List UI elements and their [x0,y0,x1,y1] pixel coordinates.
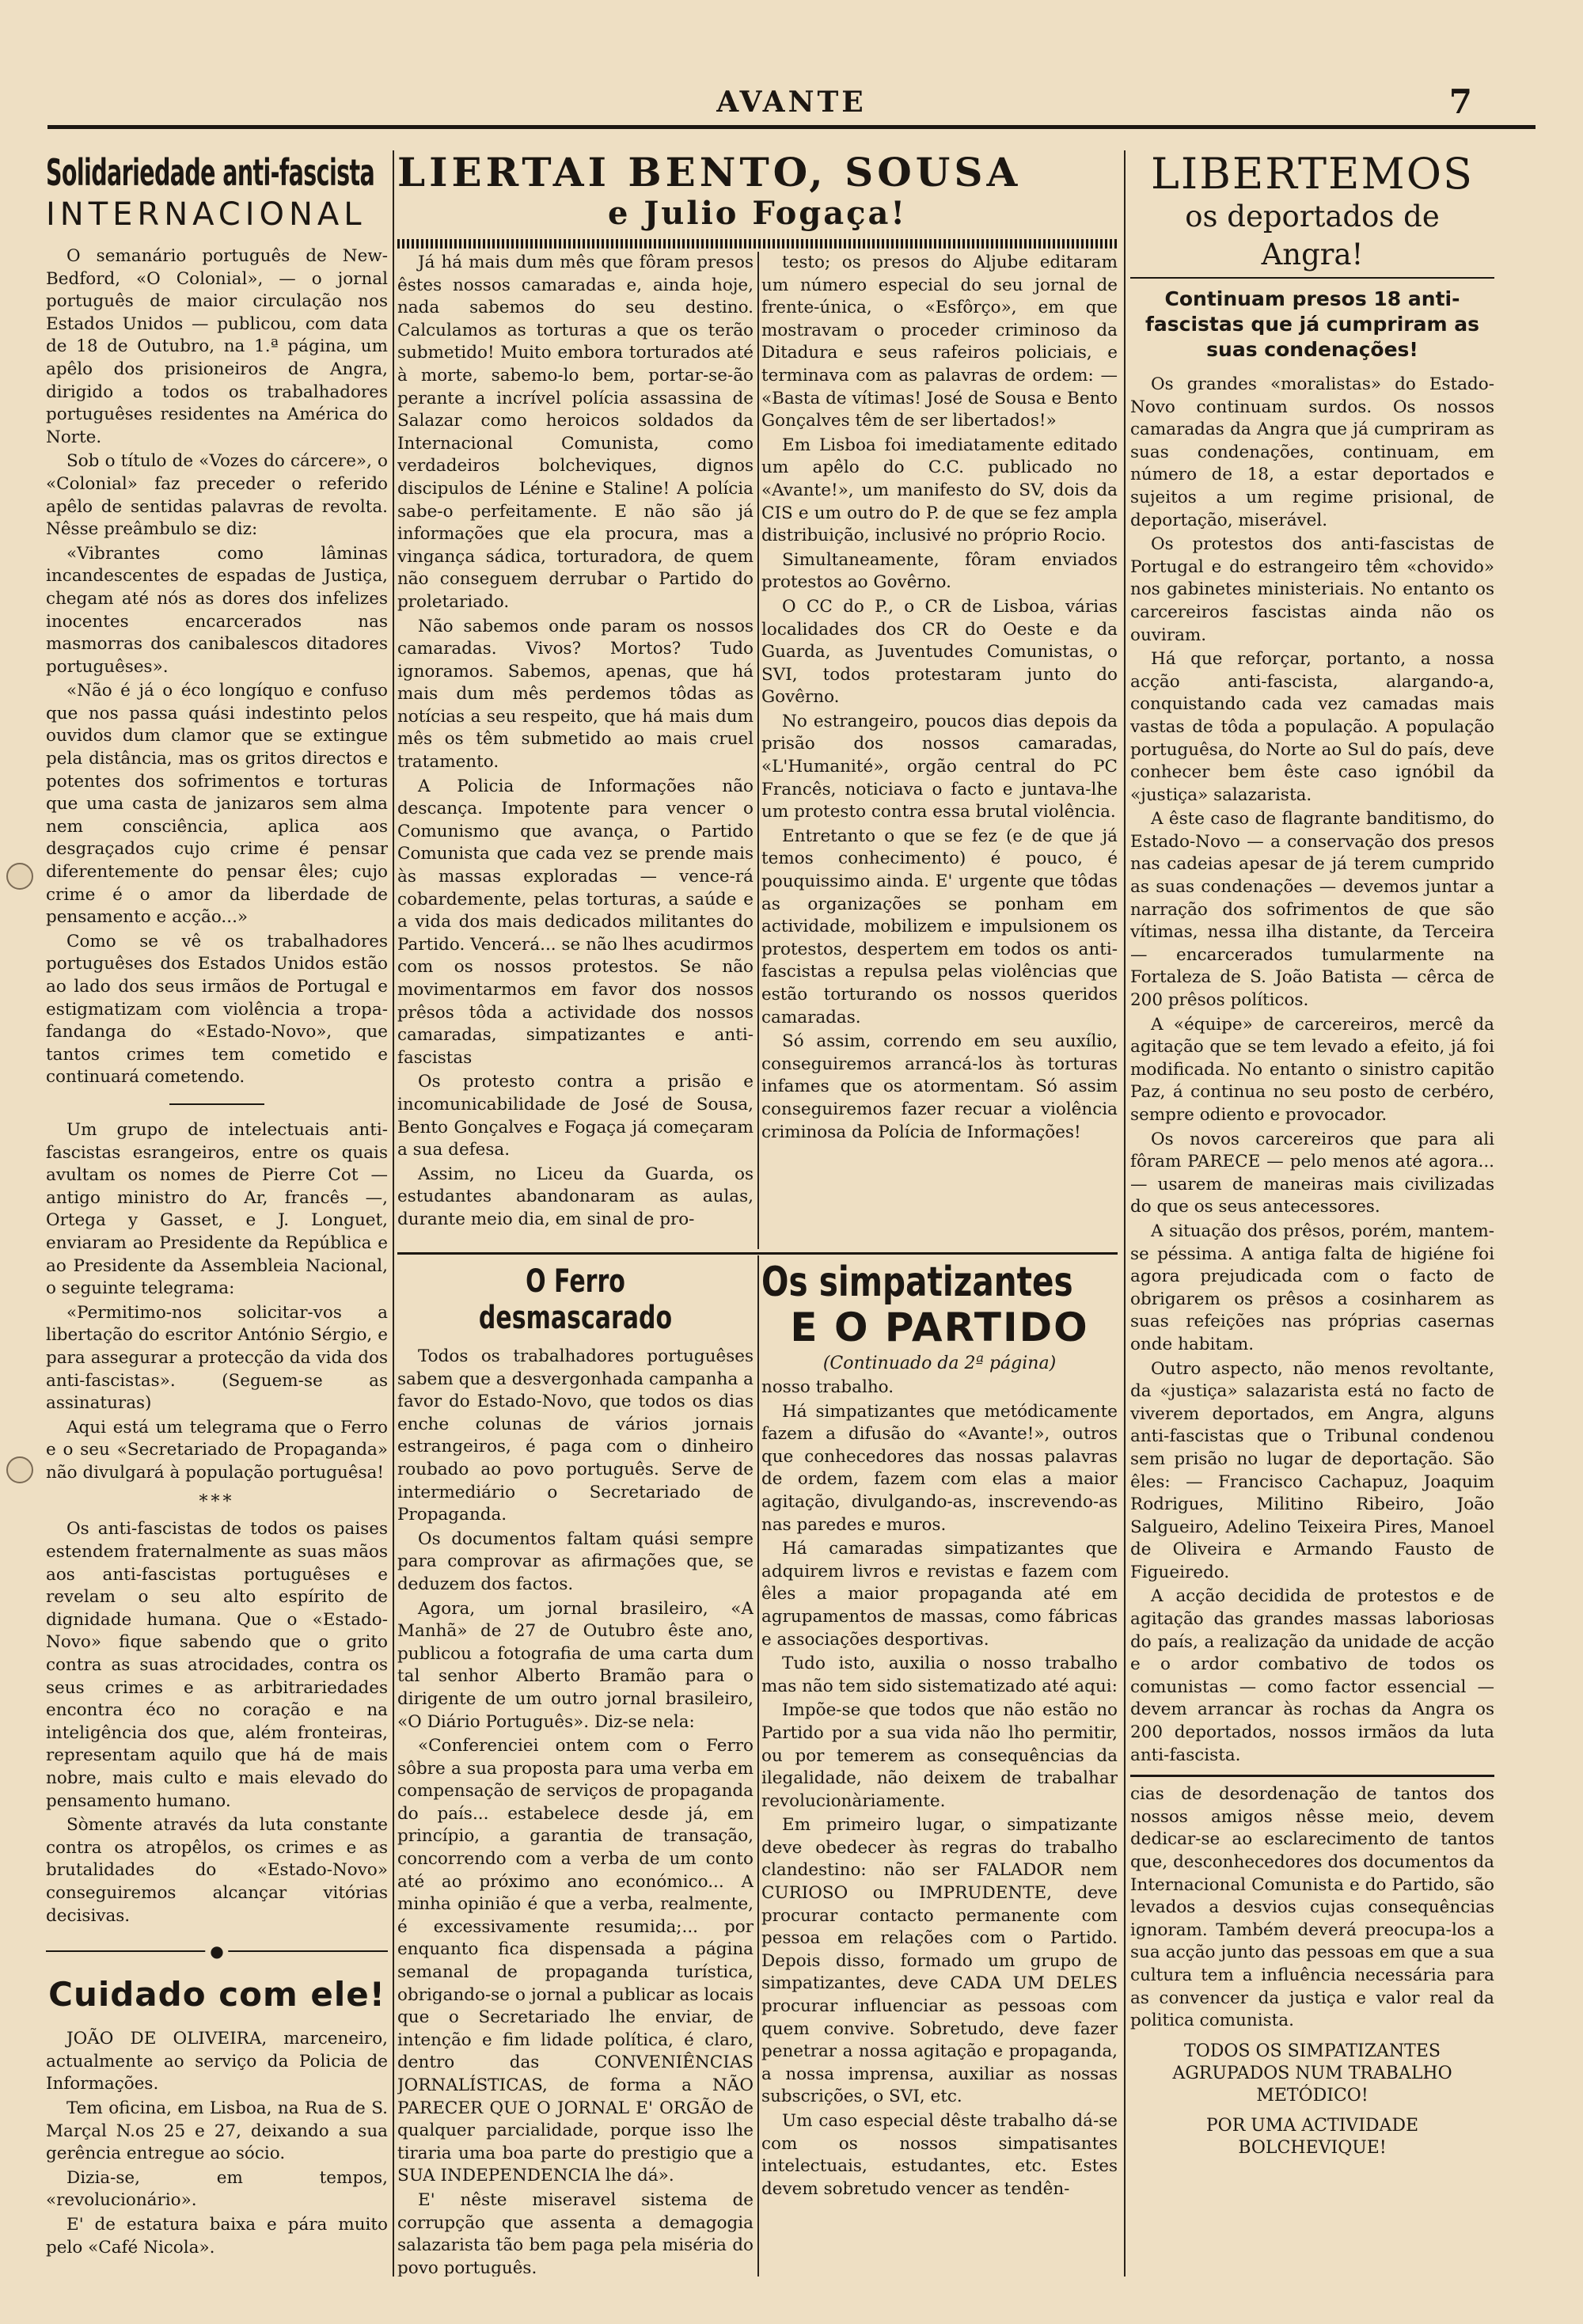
masthead [47,79,1536,135]
paragraph: Não sabemos onde param os nossos camaradas. Vivos? Mortos? Tudo ignoramos. Sabemos, apenas, que há mais dum mês perdemos tôdas as notícias a seu respeito, que há mais dum mês os têm submetido ao mais cruel tratamento. [397,616,754,773]
paragraph: Tem oficina, em Lisboa, na Rua de S. Marçal N.os 25 e 27, deixando a sua gerência entregue ao sócio. [46,2098,388,2164]
paragraph: Os grandes «moralistas» do Estado-Novo continuam surdos. Os nossos camaradas da Angra que já cumpriram as suas condenações, continuam, em número de 18, a estar deportados e sujeitos a um regime prisional, de deportação, miserável. [1130,374,1494,530]
masthead-rule [47,125,1536,129]
headline-cuidado: Cuidado com ele! [48,1975,385,2015]
column-rule [1124,150,1126,2277]
column-rule [393,150,394,2277]
paragraph: Um grupo de intelectuais anti-fascistas esrangeiros, entre os quais avultam os nomes de Pierre Cot — antigo ministro do Ar, francês —, Ortega y Gasset, e J. Longuet, enviaram ao Presidente da República e ao Presidente da Assembleia Nacional, o seguinte telegrama: [46,1119,388,1299]
paragraph: E' nêste miseravel sistema de corrupção que assenta a demagogia salazarista tão bem paga pela miséria do povo português. [397,2189,754,2277]
paragraph: Agora, um jornal brasileiro, «A Manhã» de 27 de Outubro êste ano, publicou a fotografia de uma carta dum tal senhor Alberto Bramão para o dirigente de um outro jornal brasileiro, «O Diário Português». Diz-se nela: [397,1598,754,1732]
headline-libertai: LIERTAI BENTO, SOUSA [397,149,1022,196]
column-4 [1130,150,1494,2277]
paragraph: Tudo isto, auxilia o nosso trabalho mas não tem sido sistematizado até aqui: [761,1654,1118,1696]
paragraph: Impõe-se que todos que não estão no Partido por a sua vida não lho permitir, ou por temerem as consequências da ilegalidade, não deixem de trabalhar revolucionàriamente. [761,1700,1118,1811]
paragraph: E' de estatura baixa e pára muito pelo «Café Nicola». [46,2214,388,2258]
paragraph: O CC do P., o CR de Lisboa, várias localidades dos CR do Oeste e da Guarda, as Juventudes Comunistas, o SVI, todos protestaram junto do Govêrno. [761,596,1118,708]
binding-hole-icon [6,1456,33,1483]
paragraph: A acção decidida de protestos e de agitação das grandes massas laboriosas do país, a realização da unidade de acção e o ardor combativo de todos os comunistas — como factor essencial — devem arrancar às rochas da Angra os 200 deportados, nossos irmãos da luta anti-fascista. [1130,1586,1494,1765]
ornamental-rule [46,1942,388,1961]
paragraph: Dizia-se, em tempos, «revolucionário». [46,2167,388,2211]
section-rule [1130,1775,1494,1777]
paragraph: nosso trabalho. [761,1377,894,1397]
paragraph: «Vibrantes como lâminas incandescentes de espadas de Justiça, chegam até nós as dores dos infelizes inocentes encarcerados nas masmorras dos canibalescos ditadores portuguêses». [46,543,388,677]
headline-julio-fogaca: e Julio Fogaça! [608,195,907,232]
headline-ferro: O Ferro desmascarado [478,1263,673,1336]
paragraph: Outro aspecto, não menos revoltante, da «justiça» salazarista está no facto de viverem deportados, em Angra, alguns anti-fascistas que o Tribunal condenou sem prisão no lugar de deportação. São êles: — Francisco Cachapuz, Joaquim Rodrigues, Militino Ribeiro, João Salgueiro, Adelino Teixeira Pires, Manoel de Oliveira e Armando Fausto de Figueiredo. [1130,1358,1494,1582]
column-rule [757,1255,759,2277]
headline-libertemos: LIBERTEMOS [1151,150,1474,199]
continuation-note: (Continuado da 2ª página) [822,1354,1057,1373]
libertai-column-a [397,252,754,1244]
paragraph: JOÃO DE OLIVEIRA, marceneiro, actualmente ao serviço da Policia de Informações. [46,2029,388,2094]
dot-icon: ● [205,1942,228,1961]
headline-deportados: os deportados de Angra! [1130,198,1494,279]
paragraph: cias de desordenação de tantos dos nossos amigos nêsse meio, devem dedicar-se ao esclarecimento de tantos que, desconhecedores dos documentos da Internacional Comunista e do Partido, são levados a desvios cujas consequências ignoram. Também deverá preocupa-los a sua acção junto das pessoas em que a sua cultura tem a influência necessária para as convencer da justiça e valor real da politica comunista. [1130,1784,1494,2031]
paragraph: Sòmente através da luta constante contra os atropêlos, os crimes e as brutalidades do «Estado-Novo» conseguiremos alcançar vitórias decisivas. [46,1815,388,1926]
paragraph: Os novos carcereiros que para ali fôram PARECE — pelo menos até agora... — usarem de maneiras mais civilizadas do que os seus antecessores. [1130,1129,1494,1217]
paragraph: A situação dos prêsos, porém, mantem-se péssima. A antiga falta de higiéne foi agora prejudicada com o facto de obrigarem os prêsos a cosinharem as suas refeições nas próprias casernas onde habitam. [1130,1221,1494,1354]
article-cuidado [46,2028,388,2259]
ferro-article [397,1260,754,2277]
libertai-column-b [761,252,1118,1244]
libertai-header [397,150,1118,263]
simpatizantes-article [761,1260,1118,2277]
paragraph: Os protestos dos anti-fascistas de Portugal e do estrangeiro têm «chovido» nos gabinetes ministeriais. No entanto os carcereiros fascistas ainda não os ouviram. [1130,534,1494,645]
headline-partido: E O PARTIDO [790,1304,1089,1350]
paragraph: Os protesto contra a prisão e incomunicabilidade de José de Sousa, Bento Gonçalves e Fogaça já começaram a sua defesa. [397,1072,754,1160]
paragraph: A Policia de Informações não descança. Impotente para vencer o Comunismo que avança, o Partido Comunista que cada vez se prende mais às massas exploradas — vence-rá cobardemente, pelas torturas, a saúde e a vida dos mais dedicados militantes do Partido. Vencerá... se não lhes acudirmos com os nossos protestos. Se não movimentarmos em favor dos nossos prêsos tôda a actividade dos nossos camaradas, simpatizantes e anti-fascistas [397,776,754,1068]
headline-internacional: INTERNACIONAL [46,196,366,233]
article-intelectuais [46,1119,388,1485]
paragraph: «Permitimo-nos solicitar-vos a libertação do escritor António Sérgio, e para assegurar a protecção da vida dos anti-fascistas». (Seguem-se as assinaturas) [46,1302,388,1414]
paragraph: testo; os presos do Aljube editaram um número especial do seu jornal de frente-única, o «Esfôrço», em que mostravam o proceder criminoso da Ditadura e seus rafeiros policiais, e terminava com as palavras de ordem: — «Basta de vítimas! José de Sousa e Bento Gonçalves têm de ser libertados!» [761,253,1118,431]
paragraph: Simultaneamente, fôram enviados protestos ao Govêrno. [761,549,1118,593]
separator [169,1103,264,1105]
closing-slogan: TODOS OS SIMPATIZANTES AGRUPADOS NUM TRABALHO METÓDICO! [1172,2041,1452,2106]
paragraph: Como se vê os trabalhadores portuguêses dos Estados Unidos estão ao lado dos seus irmãos de Portugal e estigmatizam com violência a tropa-fandanga do «Estado-Novo», que tantos crimes tem cometido e continuará cometendo. [46,931,388,1088]
binding-hole-icon [6,863,33,890]
paragraph: Só assim, correndo em seu auxílio, conseguiremos arrancá-los às torturas infames que os atormentam. Só assim conseguiremos fazer recuar a violência criminosa da Polícia de Informações! [761,1031,1118,1142]
paragraph: Um caso especial dêste trabalho dá-se com os nossos simpatisantes intelectuais, estudantes, etc. Estes devem sobretudo vencer as tendên- [761,2111,1118,2199]
headline-solidariedade: Solidariedade anti-fascista [46,151,375,194]
paragraph: Os anti-fascistas de todos os paises estendem fraternalmente as suas mãos aos anti-fascistas portuguêses e revelam o seu alto espírito de dignidade humana. Que o «Estado-Novo» fique sabendo que o grito contra as suas atrocidades, contra os seus crimes e as arbitrariedades encontra éco no coração e na inteligência dos que, além fronteiras, representam aquilo que há de mais nobre, mais culto e mais elevado do pensamento humano. [46,1519,388,1811]
page-number: 7 [1448,82,1472,121]
paragraph: Sob o título de «Vozes do cárcere», o «Colonial» faz preceder o referido apêlo de sentidas palavras de revolta. Nêsse preâmbulo se diz: [46,451,388,540]
paragraph: A êste caso de flagrante banditismo, do Estado-Novo — a conservação dos presos nas cadeias apesar de já terem cumprido as suas condenações — devemos juntar a narração dos sofrimentos de que são vítimas, nessa ilha distante, da Terceira — encarcerados tumularmente na Fortaleza de S. João Batista — cêrca de 200 prêsos políticos. [1130,809,1494,1011]
paragraph: «Conferenciei ontem com o Ferro sôbre a sua proposta para uma verba em compensação de serviços de propaganda do país... estabelece desde já, em princípio, a garantia de transação, concorrendo com a verba de um conto até ao próximo ano económico... A minha opinião é que a verba, realmente, é excessivamente resumida;... por enquanto fica dispensada a página semanal de propaganda turística, obrigando-se o jornal a publicar as locais que o Secretariado lhe enviar, de intenção e fim lidade política, é claro, dentro das CONVENIÊNCIAS JORNALÍSTICAS, de forma a NÃO PARECER QUE O JORNAL E' ORGÃO de qualquer parcialidade, porque isso lhe tiraria uma boa parte do prestigio que a SUA INDEPENDENCIA lhe dá». [397,1736,754,2186]
subheadline-continuam: Continuam presos 18 anti-fascistas que já cumpriram as suas condenações! [1145,287,1479,361]
paragraph: Entretanto o que se fez (e de que já temos conhecimento) é pouco, é pouquissimo ainda. E' urgente que tôdas as organizações se ponham em actividade, mobilizem e impulsionem os protestos, despertem em todos os anti-fascistas a repulsa pelas violências que estão torturando os nossos queridos camaradas. [761,826,1118,1027]
paragraph: Todos os trabalhadores portuguêses sabem que a desvergonhada campanha a favor do Estado-Novo, que todos os dias enche colunas de vários jornais estrangeiros, é paga com o dinheiro roubado ao povo português. Serve de intermediário o Secretariado de Propaganda. [397,1346,754,1525]
column-rule [757,252,759,1249]
paragraph: Em primeiro lugar, o simpatizante deve obedecer às regras do trabalho clandestino: não ser FALADOR nem CURIOSO ou IMPRUDENTE, deve procurar contacto permanente com pessoa em relações com o Partido. Depois disso, formado um grupo de simpatizantes, deve CADA UM DELES procurar influenciar as pessoas com quem convive. Sobretudo, deve fazer penetrar a nossa agitação e propaganda, a nossa imprensa, auxiliar as nossas subscrições, o SVI, etc. [761,1815,1118,2107]
paragraph: Os documentos faltam quási sempre para comprovar as afirmações que, se deduzem dos factos. [397,1528,754,1594]
article-anti-fascistas [46,1518,388,1927]
paragraph: Aqui está um telegrama que o Ferro e o seu «Secretariado de Propaganda» não divulgará à população portuguêsa! [46,1417,388,1483]
paragraph: Há que reforçar, portanto, a nossa acção anti-fascista, alargando-a, conquistando cada vez camadas mais vastas de tôda a população. A população portuguêsa, do Norte ao Sul do país, deve conhecer bem êste caso ignóbil da «justiça» salazarista. [1130,649,1494,805]
paragraph: Assim, no Liceu da Guarda, os estudantes abandonaram as aulas, durante meio dia, em sinal de pro- [397,1164,754,1229]
column-1 [46,150,388,2277]
paragraph: «Não é já o éco longíquo e confuso que nos passa quási indestinto pelos ouvidos dum clamor que se extingue pela distância, mas os gritos directos e potentes dos sofrimentos e torturas que uma casta de janizaros sem alma nem consciência, aplica aos desgraçados cujo crime é pensar diferentemente do pensar êles; cujo crime é o amor da liberdade de pensamento e acção...» [46,681,388,928]
paragraph: Há simpatizantes que metódicamente fazem a difusão do «Avante!», outros que conhecedores das nossas palavras de ordem, fazem com elas a maior agitação, divulgando-as, inscrevendo-as nas paredes e muros. [761,1401,1118,1535]
headline-stripe [397,239,1118,249]
paragraph: No estrangeiro, poucos dias depois da prisão dos nossos camaradas, «L'Humanité», orgão central do PC Francês, noticiava o facto e juntava-lhe um protesto contra essa brutal violência. [761,711,1118,822]
paragraph: Em Lisboa foi imediatamente editado um apêlo do C.C. publicado no «Avante!», um manifesto do SV, dois da CIS e um outro do P. de que se fez ampla distribuição, inclusivé no próprio Rocio. [761,435,1118,546]
paragraph: O semanário português de New-Bedford, «O Colonial», — o jornal português de maior circulação nos Estados Unidos — publicou, com data de 18 de Outubro, na 1.ª página, um apêlo dos prisioneiros de Angra, dirigido a todos os trabalhadores portuguêses residentes na América do Norte. [46,246,388,447]
paragraph: A «équipe» de carcereiros, mercê da agitação que se tem levado a efeito, já foi modificada. No entanto o sinistro capitão Paz, á continua no seu posto de cerbéro, sempre odiento e provocador. [1130,1014,1494,1125]
headline-simpatizantes: Os simpatizantes [761,1260,1073,1306]
asterism: *** [199,1492,235,1513]
article-solidariedade [46,245,388,1089]
paragraph: Há camaradas simpatizantes que adquirem livros e revistas e fazem com êles a maior propaganda até em agrupamentos de massas, como fábricas e associações desportivas. [761,1539,1118,1650]
paragraph: Já há mais dum mês que fôram presos êstes nossos camaradas e, ainda hoje, nada sabemos do seu destino. Calculamos as torturas a que os terão submetido! Muito embora torturados até à morte, sabemo-lo bem, portar-se-ão perante a incrível polícia assassina de Salazar como heroicos soldados da Internacional Comunista, como verdadeiros bolcheviques, dignos discipulos de Lénine e Staline! A polícia sabe-o perfeitamente. E não são já informações que ela procura, mas a vingança sádica, torturadora, de quem não conseguem derrubar o Partido do proletariado. [397,253,754,612]
paper-name: AVANTE [716,85,867,119]
closing-slogan: POR UMA ACTIVIDADE BOLCHEVIQUE! [1205,2115,1419,2158]
